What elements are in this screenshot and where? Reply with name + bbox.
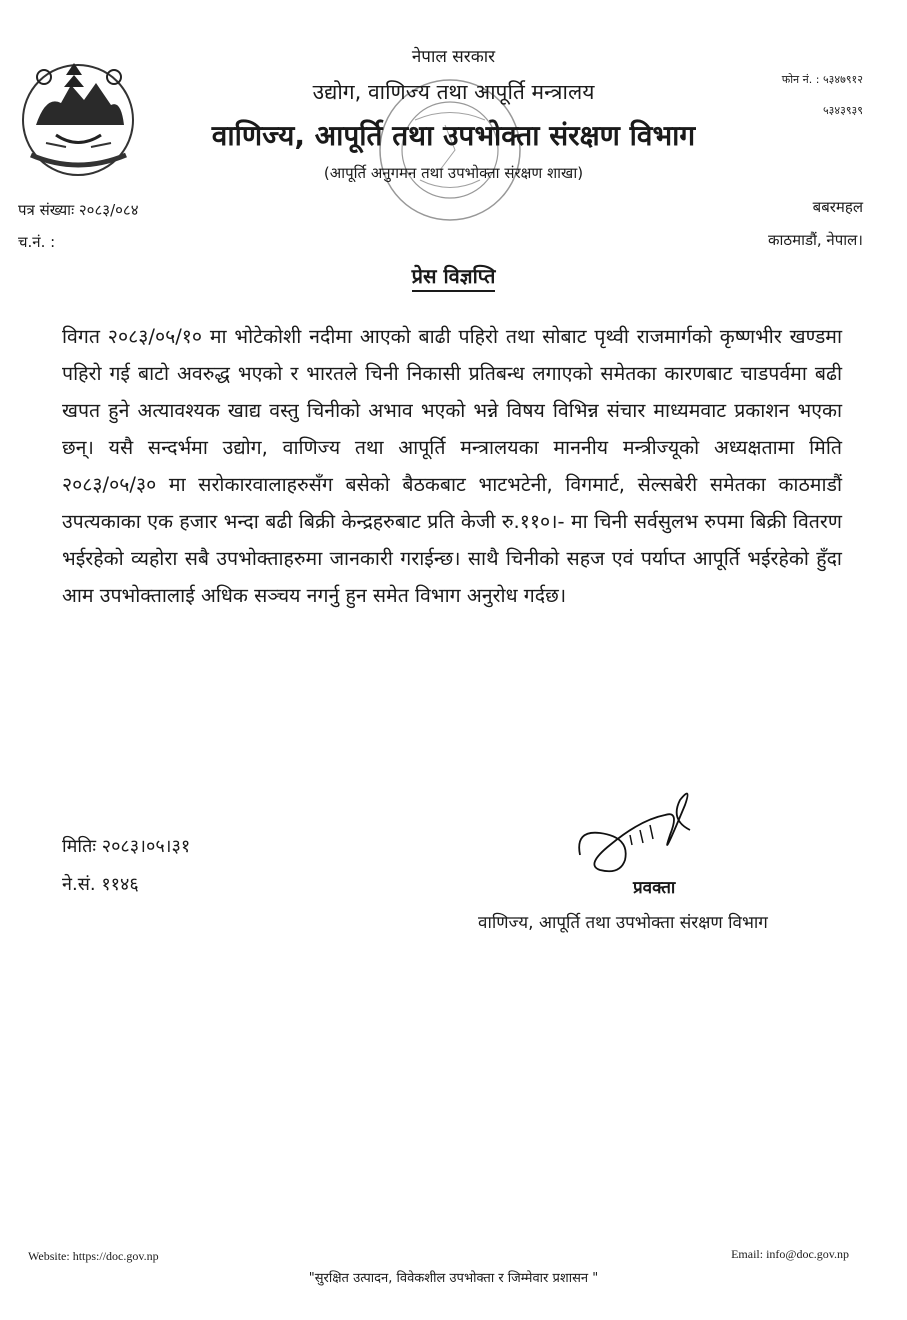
phone-number-2: ५३४३९३९: [822, 104, 863, 117]
signatory-designation: प्रवक्ता: [633, 878, 676, 898]
body-paragraph: विगत २०८३/०५/१० मा भोटेकोशी नदीमा आएको बाढी पहिरो तथा सोबाट पृथ्वी राजमार्गको कृष्णभीर खण्डमा पहिरो गई बाटो अवरुद्ध भएको र भारतले चिनी निकासी प्रतिबन्ध लगाएको समेतका कारणबाट चाडपर्वमा बढी खपत हुने अत्यावश्यक खाद्य वस्तु चिनीको अभाव भएको भन्ने विषय विभिन्न संचार माध्यमवाट प्रकाशन भएका छन्। यसै सन्दर्भमा उद्योग, वाणिज्य तथा आपूर्ति मन्त्रालयका माननीय मन्त्रीज्यूको अध्यक्षतामा मिति २०८३/०५/३० मा सरोकारवालाहरुसँग बसेको बैठकबाट भाटभटेनी, विगमार्ट, सेल्सबेरी समेतका काठमाडौं उपत्यकाका एक हजार भन्दा बढी बिक्री केन्द्रहरुबाट प्रति केजी रु.११०।- मा चिनी सर्वसुलभ रुपमा बिक्री वितरण भईरहेको व्यहोरा सबै उपभोक्ताहरुमा जानकारी गराईन्छ। साथै चिनीको सहज एवं पर्याप्त आपूर्ति भईरहेको हुँदा आम उपभोक्तालाई अधिक सञ्चय नगर्नु हुन समेत विभाग अनुरोध गर्दछ।: [62, 325, 842, 607]
nepal-sambat-date: ने.सं. ११४६: [62, 874, 139, 895]
office-city: काठमाडौं, नेपाल।: [767, 231, 863, 249]
slogan-text: "सुरक्षित उत्पादन, विवेकशील उपभोक्ता र जिम्मेवार प्रशासन ": [308, 1271, 599, 1286]
signatory-department: वाणिज्य, आपूर्ति तथा उपभोक्ता संरक्षण विभाग: [478, 913, 768, 933]
dispatch-number: च.नं. :: [18, 233, 56, 251]
email-link[interactable]: Email: info@doc.gov.np: [731, 1247, 849, 1261]
press-release-body: [62, 318, 842, 614]
office-location: बबरमहल: [812, 198, 863, 216]
letter-number: पत्र संख्याः २०८३/०८४: [18, 201, 139, 219]
ministry-name: उद्योग, वाणिज्य तथा आपूर्ति मन्त्रालय: [312, 80, 595, 104]
department-name: वाणिज्य, आपूर्ति तथा उपभोक्ता संरक्षण विभाग: [211, 119, 696, 152]
handwritten-signature-icon: [570, 775, 720, 885]
phone-number: फोन नं. : ५३४७९१२: [781, 73, 863, 86]
press-release-title: प्रेस विज्ञप्ति: [0, 262, 907, 289]
section-name: (आपूर्ति अनुगमन तथा उपभोक्ता संरक्षण शाखा): [323, 164, 584, 182]
government-name: नेपाल सरकार: [411, 47, 496, 67]
website-link[interactable]: Website: https://doc.gov.np: [28, 1249, 159, 1263]
release-date: मितिः २०८३।०५।३१: [62, 836, 191, 857]
